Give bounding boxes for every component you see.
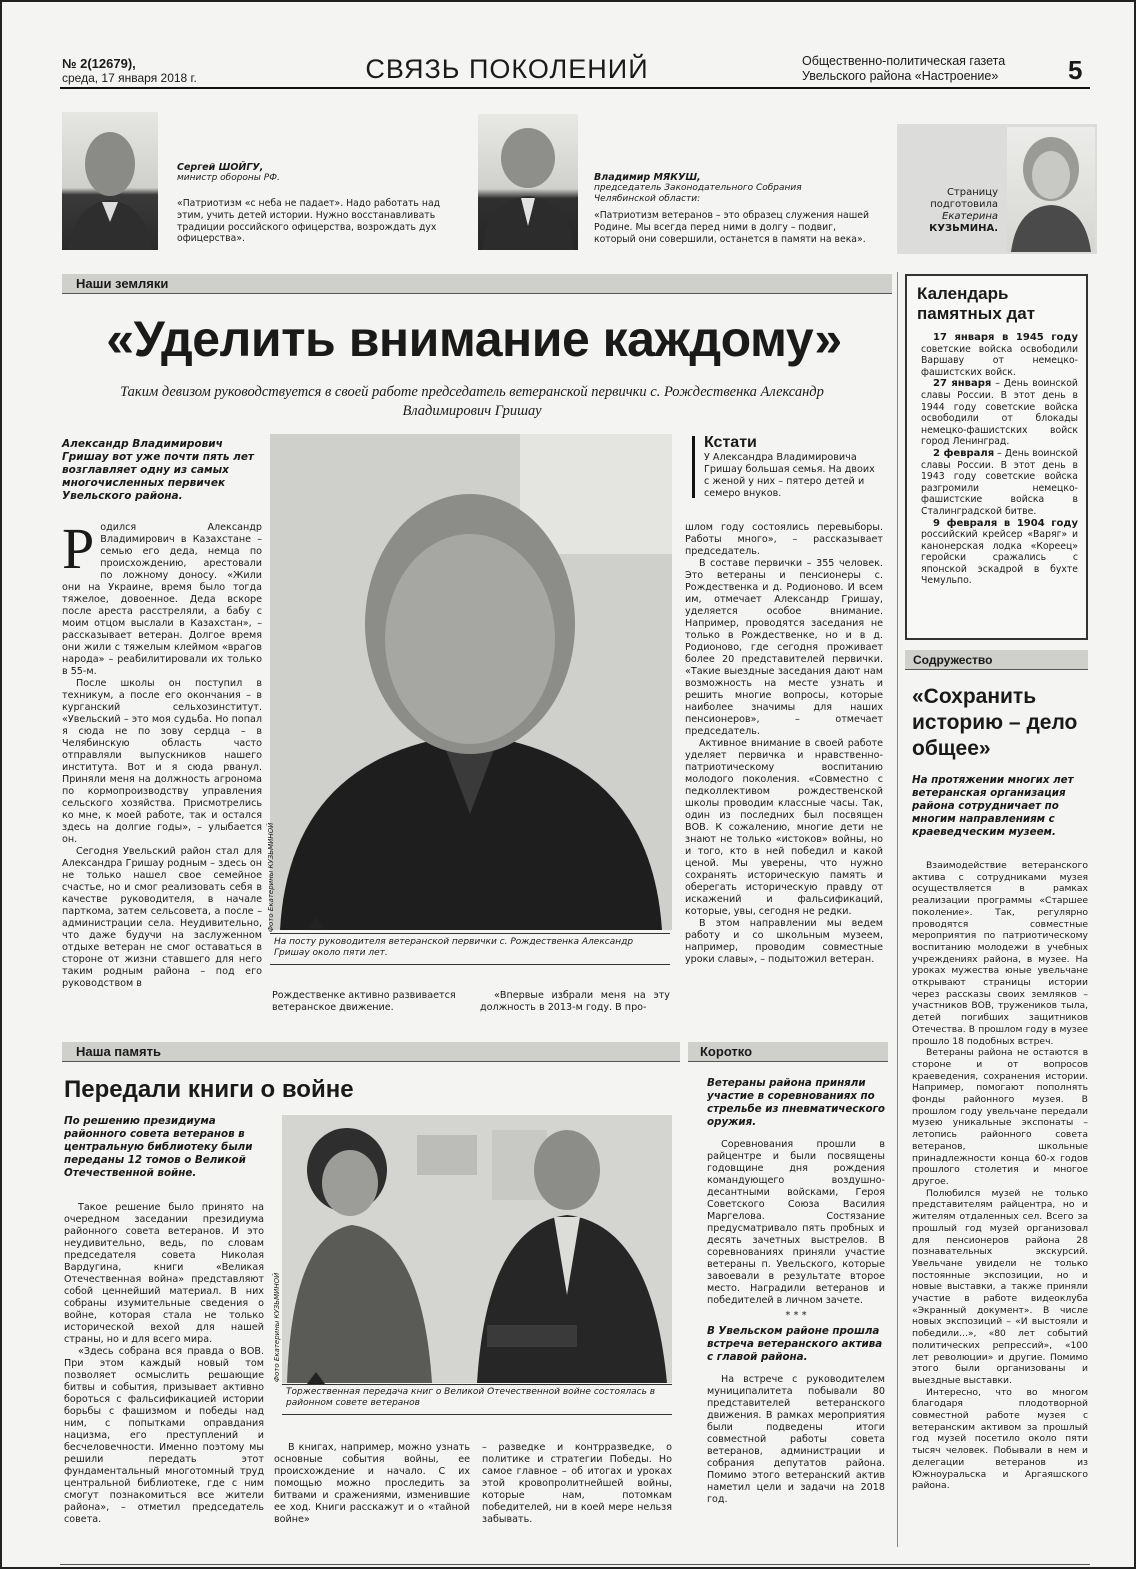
portrait-placeholder-icon <box>270 434 672 930</box>
aside-text: У Александра Владимировича Гришау большая семья. На двоих с женой у них – пятеро детей и семеро внуков. <box>704 452 875 499</box>
prepared-by <box>902 187 998 235</box>
memory-photo-caption: Торжественная передача книг о Великой Отечественной войне состоялась в районном совете ветеранов <box>286 1387 656 1408</box>
main-col4-p4: В этом направлении мы ведем работу и со школьным музеем, например, проводим совместные уроки славы», – подытожил ветеран. <box>685 918 883 965</box>
brief-rubric: Коротко <box>700 1044 753 1059</box>
sidebar-lead: На протяжении многих лет ветеранская организация района сотрудничает по многим направлениям с краеведческим музеем. <box>912 774 1074 838</box>
quote-1-role: министр обороны РФ. <box>177 173 280 183</box>
calendar-text: – День воинской славы России. В этот день в 1944 году советские войска освободили от блокады немецко-фашистских войск город Ленинград. <box>921 378 1078 448</box>
brief-col <box>707 1077 885 1506</box>
prepared-by-line-2: подготовила <box>930 199 998 210</box>
photo-credit-memory: Фото Екатерины КУЗЬМИНОЙ <box>273 1272 281 1382</box>
myakush-photo <box>478 114 578 250</box>
calendar-box <box>905 274 1088 640</box>
drop-cap: Р <box>62 516 95 581</box>
memory-p2: «Здесь собрана вся правда о ВОВ. При этом каждый новый том позволяет осмыслить решающие битвы и события, призывает активно бороться с фальсификацией истории борьбы с фашизмом и победы над ним, с попытками оправдания нацизма, его преступлений и бесчеловечности. Именно поэтому мы решили передать этот фундаментальный многотомный труд центральной библиотеке, где с ним смогут познакомиться все жители района», – отметил председатель совета. <box>64 1346 264 1525</box>
main-col1-p3: Сегодня Увельский район стал для Александра Гришау родным – здесь он не только нашел свое семейное счастье, но и смог реализовать себя в качестве руководителя, в начале парткома, затем сельсовета, а после – администрации села. Неудивительно, что даже будучи на заслуженном отдыхе ветеран не смог оставаться в стороне от жизни ставшего для него таким родным района – под его руководством в <box>62 846 262 989</box>
calendar-text: советские войска освободили Варшаву от немецко-фашистских войск. <box>921 343 1078 378</box>
main-col1-p1: одился Александр Владимирович в Казахстане – семью его деда, немца по происхождению, арестовали по ложному доносу. «Жили они на Украине, время было тогда тяжелое, довоенное. Деда вскоре после ареста расстреляли, а бабу с моим отцом выслали в Казахстан», – рассказывает ветеран. Долгое время они жили с тяжелым клеймом «врагов народа» – реабилитировали их только в 55-м. <box>62 522 262 677</box>
main-subhead: Таким девизом руководствуется в своей работе председатель ветеранской первички с. Рождественка Александр Владимирович Гришау <box>120 384 824 419</box>
paper-name <box>802 54 1052 84</box>
shoigu-photo <box>62 112 158 250</box>
issue-info <box>62 57 262 85</box>
grishau-photo <box>270 434 672 930</box>
main-lead: Александр Владимирович Гришау вот уже почти пять лет возглавляет одну из самых многочисленных первичек Увельского района. <box>62 438 255 502</box>
paper-line-1: Общественно-политическая газета <box>802 54 1006 68</box>
main-col4 <box>685 522 883 966</box>
calendar-entry <box>921 332 1078 378</box>
page-number: 5 <box>1068 55 1083 85</box>
brief-lead-1: Ветераны района приняли участие в соревнованиях по стрельбе из пневматического оружия. <box>707 1077 885 1128</box>
sidebar-p2: Ветераны района не остаются в стороне и от вопросов краеведения, сохранения истории. Например, помогают пополнять фонды районного музея. В прошлом году увельчане передали музею уникальные экспонаты – летопись районного совета ветеранов, школьные принадлежности конца 60-х годов прошлого столетия и многое другое. <box>912 1047 1088 1187</box>
calendar-entry <box>921 518 1078 588</box>
prepared-by-line-1: Страницу <box>946 187 998 198</box>
calendar-entries <box>921 332 1078 587</box>
books-photo <box>282 1115 672 1383</box>
section-title: СВЯЗЬ ПОКОЛЕНИЙ <box>365 54 649 84</box>
memory-p4: – разведке и контрразведке, о политике и стратегии Победы. Но самое главное – об итогах и уроках этой кровопролитнейшей войны, которые нам, потомкам победителей, ни в коей мере нельзя забывать. <box>482 1442 672 1525</box>
calendar-text: – День воинской славы России. В этот день в 1943 году советские войска разгромили немецко-фашистские войска в Сталинградской битве. <box>921 447 1078 517</box>
main-rubric: Наши земляки <box>76 276 169 291</box>
rubric-bar-main <box>62 274 892 294</box>
brief-lead-2: В Увельском районе прошла встреча ветеранского актива с главой района. <box>707 1325 883 1363</box>
caption-marker-icon <box>307 1372 325 1384</box>
caption-marker-icon <box>307 917 325 929</box>
prepared-by-line-4: КУЗЬМИНА. <box>929 223 998 234</box>
aside-kstati <box>692 434 882 500</box>
paper-line-2: Увельского района «Настроение» <box>802 69 999 83</box>
main-col1-p2: После школы он поступил в техникум, а после его окончания – в курганский сельхозинститут. «Увельский – это моя судьба. Но попал я сюда не по зову сердца – в Челябинскую область часто отправляли выпускников нашего института. Вот и я сюда рванул. Приняли меня на должность агронома по кормопроизводству управления сельского хозяйства. Присмотрелись ко мне, к моей работе, так и остался здесь на долгие годы», – улыбается он. <box>62 678 262 845</box>
brief-p2: На встрече с руководителем муниципалитета побывали 80 представителей ветеранского движения. В рамках мероприятия были подведены итоги совместной работы совета ветеранов, администрации и собрания депутатов района. Помимо этого ветеранский актив наметил цели и задачи на 2018 год. <box>707 1374 885 1505</box>
portrait-placeholder-icon <box>478 114 578 250</box>
sidebar-rubric: Содружество <box>913 653 993 667</box>
issue-date: среда, 17 января 2018 г. <box>62 71 197 85</box>
quote-2-text: «Патриотизм ветеранов – это образец служения нашей Родине. Мы всегда перед ними в долгу – подвиг, который они совершили, останется в памяти на века». <box>594 210 870 245</box>
calendar-date: 2 февраля <box>933 447 995 459</box>
portrait-placeholder-icon <box>1007 127 1095 252</box>
main-photo-caption: На посту руководителя ветеранской первички с. Рождественка Александр Гришау около пяти лет. <box>274 937 634 958</box>
memory-lead: По решению президиума районного совета ветеранов в центральную библиотеку были переданы 12 томов о Великой Отечественной войне. <box>64 1115 253 1179</box>
sidebar-p1: Взаимодействие ветеранского актива с сотрудниками музея осуществляется в рамках реализации программы «Старшее поколение». Так, регулярно проводятся совместные мероприятия по патриотическому воспитанию молодежи в учебных учреждениях района, в музее. На уроках мужества юные увельчане открывают страницы истории через рассказы своих земляков – участников ВОВ, тружеников тыла, детей погибших защитников Отечества. В прошлом году в музее прошло 18 подобных встреч. <box>912 860 1088 1047</box>
photo-credit-main: Фото Екатерины КУЗЬМИНОЙ <box>267 822 275 932</box>
prepared-by-line-3: Екатерина <box>942 211 998 222</box>
main-col1 <box>62 516 262 990</box>
aside-title: Кстати <box>704 434 757 451</box>
quote-2-name: Владимир МЯКУШ, <box>594 172 701 183</box>
kuzmina-photo <box>1007 127 1095 252</box>
rubric-bar-sidebar <box>905 650 1088 670</box>
brief-p1: Соревнования прошли в райцентре и были посвящены годовщине дня рождения командующего воздушно-десантными войсками, Героя Советского Союза Василия Маргелова. Состязание предусматривало пять пробных и десять зачетных выстрелов. В соревнованиях приняли участие ветераны п. Увельского, которые завоевали в результате второе место. Наградили ветеранов и победителей в личном зачете. <box>707 1139 885 1306</box>
memory-rubric: Наша память <box>76 1044 161 1059</box>
portrait-placeholder-icon <box>62 112 158 250</box>
calendar-entry <box>921 448 1078 518</box>
quote-2-author <box>594 172 854 205</box>
sidebar-p3: Полюбился музей не только представителям райцентра, но и жителям отдаленных сел. Всего за прошлый год музей организовал для пенсионеров района 28 познавательных экскурсий. Увельчане увидели не только постоянные экспозиции, но и новые выставки, а также приняли участие в работе видеоклуба «Экранный документ». В числе новых экспозиций – «И выстояли и победили...», «80 лет событий политических репрессий», «100 лет революции» и другие. Помимо этого были организованы и выездные выставки. <box>912 1187 1088 1386</box>
issue-number: № 2(12679), <box>62 56 136 71</box>
main-col2-bottom: Рождественке активно развивается ветеранское движение. <box>272 990 456 1013</box>
quote-1-name: Сергей ШОЙГУ, <box>177 162 264 173</box>
quote-2-role: председатель Законодательного Собрания Челябинской области: <box>594 183 802 204</box>
main-col4-p1: шлом году состоялись перевыборы. Работы много», – рассказывает председатель. <box>685 522 883 557</box>
calendar-date: 9 февраля в 1904 году <box>933 517 1078 529</box>
brief-divider: * * * <box>785 1310 807 1321</box>
memory-headline: Передали книги о войне <box>64 1076 354 1103</box>
calendar-entry <box>921 378 1078 448</box>
sidebar-body <box>912 860 1088 1492</box>
calendar-text: российский крейсер «Варяг» и канонерская лодка «Кореец» геройски сражались с японской эскадрой в бухте Чемульпо. <box>921 529 1078 587</box>
memory-p1: Такое решение было принято на очередном заседании президиума районного совета ветеранов. И это неудивительно, ведь, по словам председателя совета Николая Вардугина, книги «Великая Отечественная война» представляют собой ценнейший материал. В них собраны изумительные сведения о войне, которая стала не только исторической вехой для нашей страны, но и для всего мира. <box>64 1202 264 1345</box>
main-col4-p3: Активное внимание в своей работе уделяет первичка и нравственно-патриотическому воспитанию молодого поколения. «Совместно с педколлективом рождественской школы проводим классные часы. Так, один из последних был посвящен ВОВ. К сожалению, многие дети не знают не только «истоков» войны, но и того, кто в ней победил и какой ценой. Мы уверены, что нужно сохранять историческую память и оберегать историческую правду от искажений и фальсификаций, которые, увы, сегодня не редки. <box>685 738 883 917</box>
rubric-bar-brief <box>688 1042 888 1062</box>
quote-1-author <box>177 162 297 184</box>
rubric-bar-memory <box>62 1042 680 1062</box>
main-col3-bottom: «Впервые избрали меня на эту должность в 2013-м году. В про- <box>480 990 670 1013</box>
quote-1-text: «Патриотизм «с неба не падает». Надо работать над этим, учить детей истории. Нужно восстанавливать традиции российского офицерства, возрождать дух офицерства». <box>177 198 441 245</box>
sidebar-p4: Интересно, что во многом благодаря плодотворной совместной работе музея с ветеранским активом за прошлый год музей посетило около пяти тысяч человек. Побывали в нем и делегации ветеранов из Южноуральска и Аргаяшского района. <box>912 1386 1088 1492</box>
calendar-title: Календарь памятных дат <box>917 284 1036 323</box>
calendar-date: 27 января <box>933 378 992 390</box>
memory-p3: В книгах, например, можно узнать основные события войны, ее происхождение и начало. С их помощью можно проследить за битвами и сражениями, изменившие ее ход. Книги расскажут и о «тайной войне» <box>274 1442 470 1525</box>
main-headline: «Уделить внимание каждому» <box>106 311 842 367</box>
calendar-date: 17 января в 1945 году <box>933 332 1078 343</box>
photo-placeholder-icon <box>282 1115 672 1383</box>
main-col4-p2: В составе первички – 355 человек. Это ветераны и пенсионеры с. Рождественка и д. Родионово. И всем им, отмечает Александр Гришау, уделяется особое внимание. Например, проводятся заседания не только в Рождественке, но и в д. Родионово, где сегодня проживает более 20 представителей первички. «Такие выездные заседания дают нам возможность на месте узнать и решить многие вопросы, которые наиболее значимы для наших пенсионеров», – отмечает председатель. <box>685 558 883 737</box>
memory-col1 <box>64 1202 264 1526</box>
sidebar-headline: «Сохранить историю – дело общее» <box>912 685 1078 760</box>
